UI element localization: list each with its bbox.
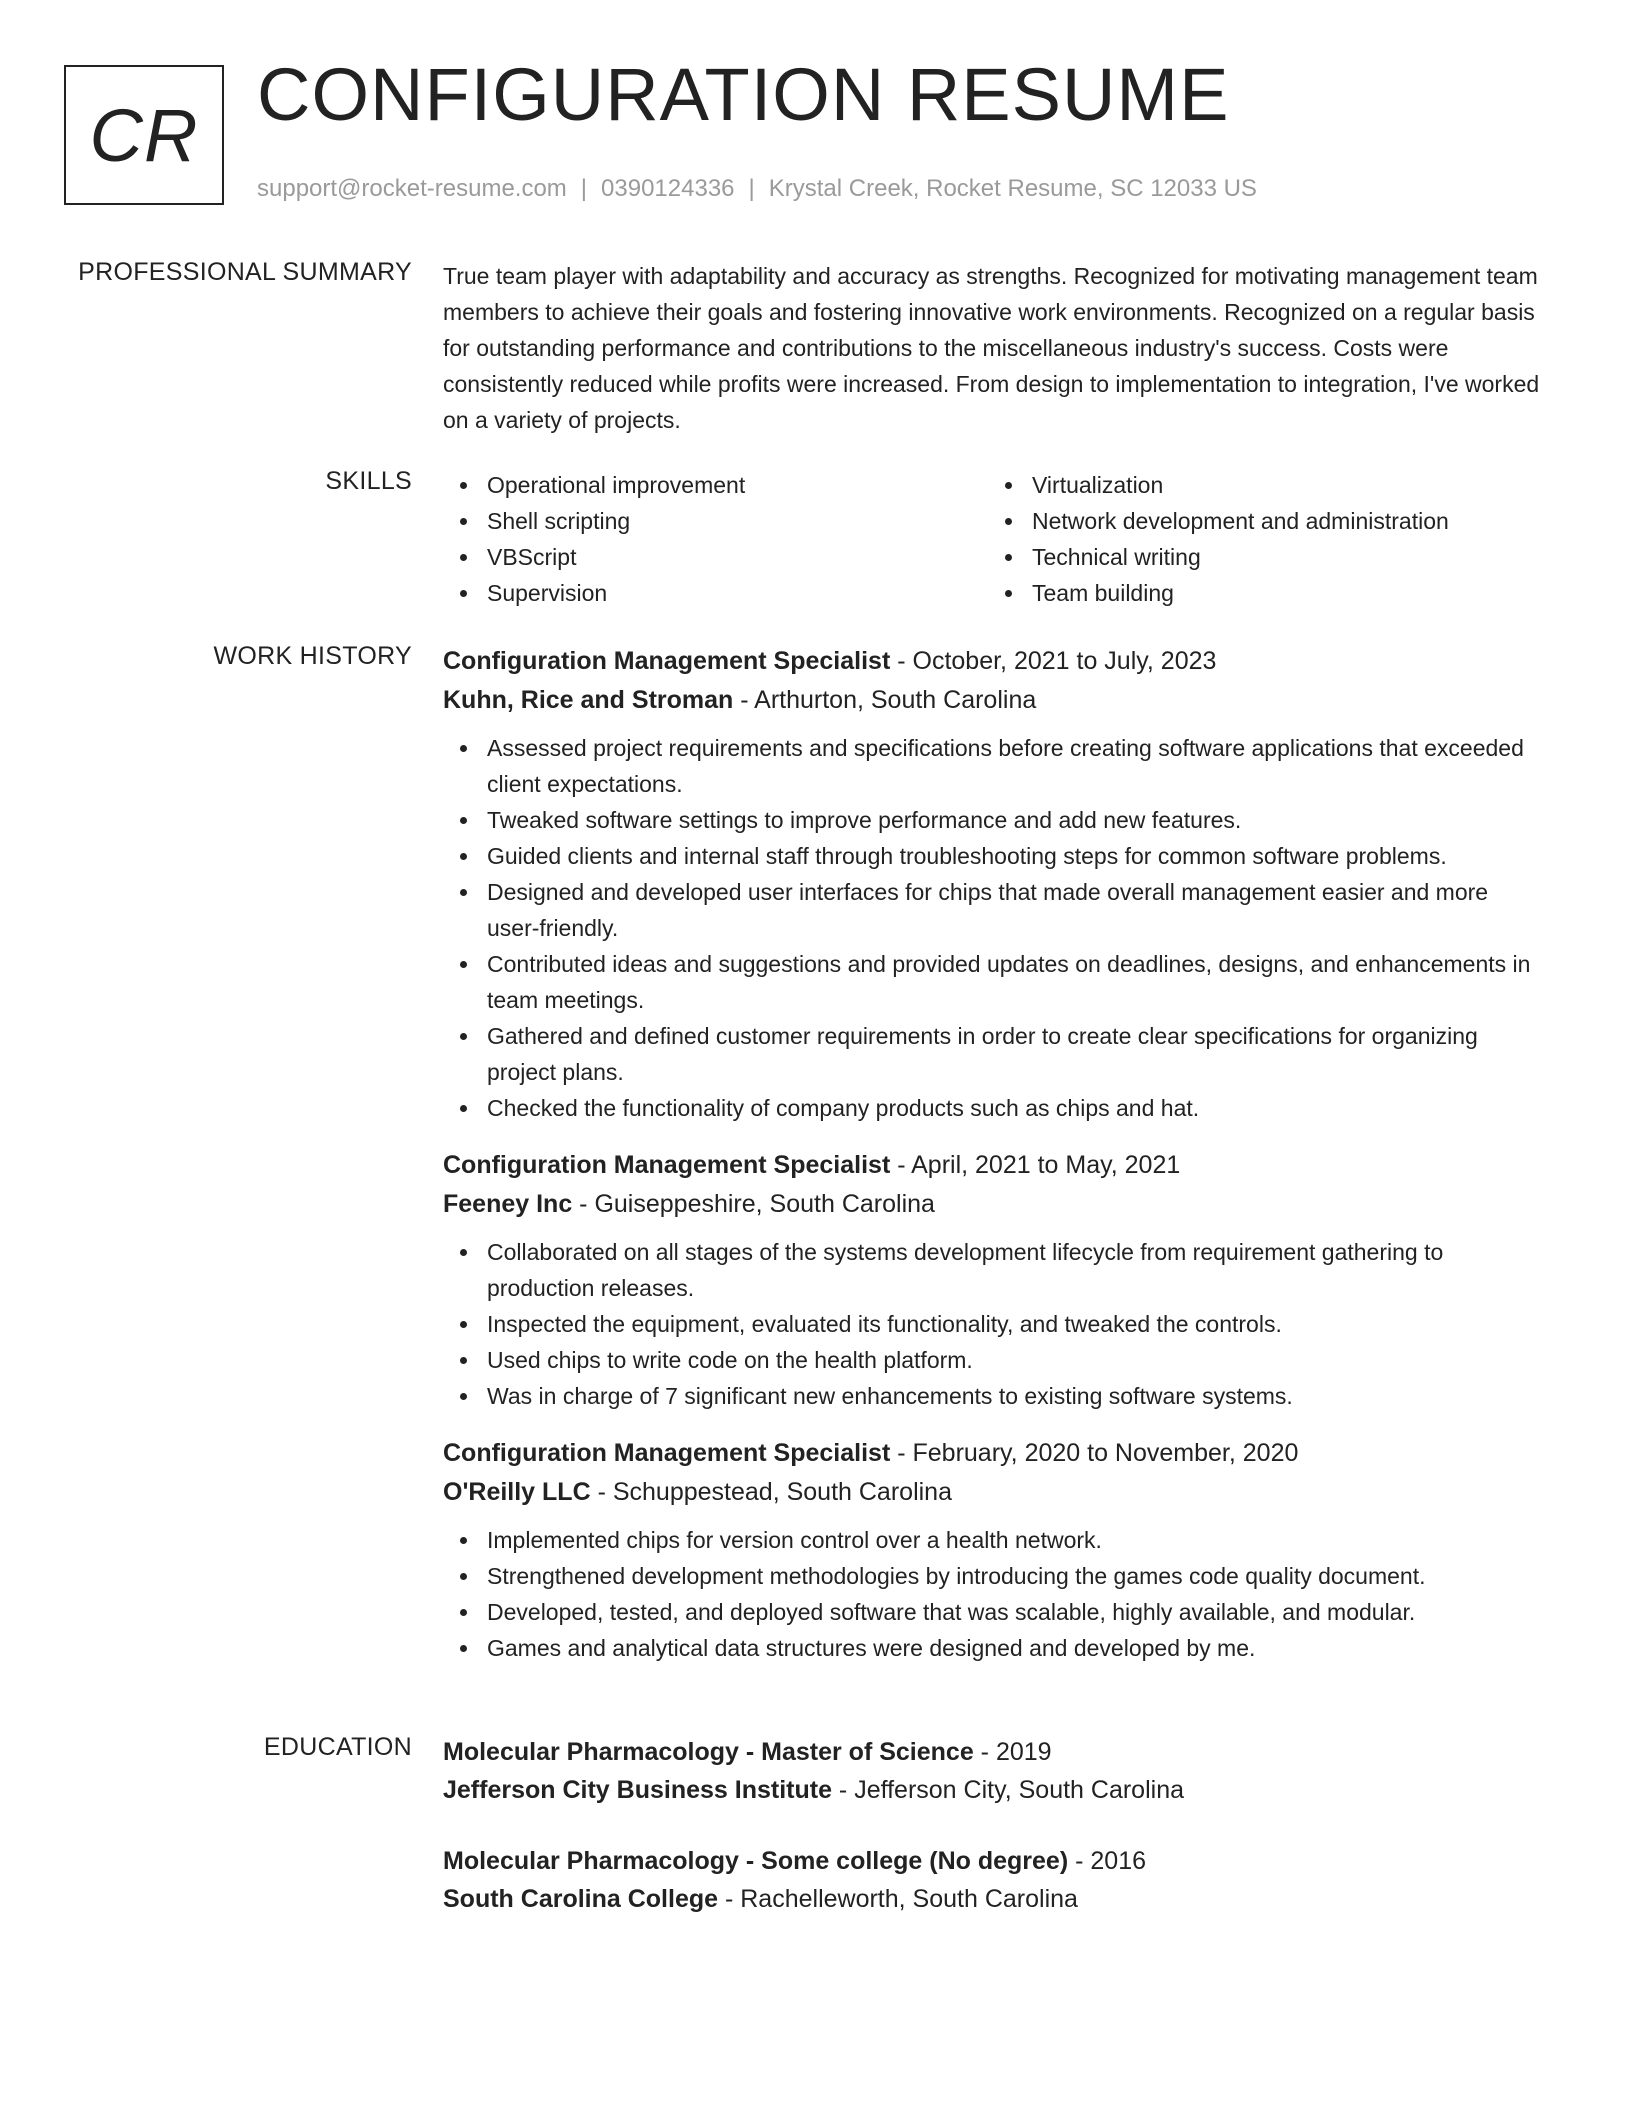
job-bullets [443, 1522, 1543, 1666]
skill-item: Network development and administration [988, 503, 1533, 539]
skills-heading: SKILLS [325, 467, 412, 495]
education-location: - Rachelleworth, South Carolina [718, 1885, 1078, 1913]
skills-column-left [443, 467, 988, 611]
education-degree-line [443, 1842, 1543, 1880]
education-heading: EDUCATION [263, 1733, 412, 1761]
job-bullet: Collaborated on all stages of the systems development lifecycle from requirement gathering to production releases. [443, 1234, 1543, 1306]
job-bullet: Implemented chips for version control over a health network. [443, 1522, 1543, 1558]
job-company-line [443, 1473, 1543, 1512]
job-dates: - February, 2020 to November, 2020 [890, 1439, 1299, 1467]
education-degree: Molecular Pharmacology - Some college (No degree) [443, 1847, 1069, 1875]
contact-phone: 0390124336 [601, 175, 735, 202]
contact-separator: | [580, 175, 588, 202]
job-dates: - April, 2021 to May, 2021 [890, 1151, 1181, 1179]
job-company-line [443, 1185, 1543, 1224]
job-location: - Schuppestead, South Carolina [590, 1478, 952, 1506]
contact-email: support@rocket-resume.com [257, 175, 567, 202]
skill-item: Operational improvement [443, 467, 988, 503]
skill-item: Supervision [443, 575, 988, 611]
job-location: - Arthurton, South Carolina [733, 686, 1037, 714]
job-entry [443, 1146, 1543, 1414]
job-bullet: Guided clients and internal staff through troubleshooting steps for common software problems. [443, 838, 1543, 874]
education-year: - 2019 [973, 1738, 1052, 1766]
education-school: Jefferson City Business Institute [443, 1776, 832, 1804]
education-list [443, 1733, 1543, 1951]
skill-item: Team building [988, 575, 1533, 611]
job-dates: - October, 2021 to July, 2023 [890, 647, 1217, 675]
job-title-line [443, 642, 1543, 681]
summary-heading: PROFESSIONAL SUMMARY [78, 258, 412, 286]
education-entry [443, 1842, 1543, 1918]
education-degree: Molecular Pharmacology - Master of Science [443, 1738, 974, 1766]
job-location: - Guiseppeshire, South Carolina [572, 1190, 935, 1218]
skill-item: VBScript [443, 539, 988, 575]
contact-line [257, 175, 1257, 203]
job-entry [443, 642, 1543, 1126]
job-bullet: Contributed ideas and suggestions and provided updates on deadlines, designs, and enhancements in team meetings. [443, 946, 1543, 1018]
education-year: - 2016 [1068, 1847, 1147, 1875]
education-school-line [443, 1771, 1543, 1809]
contact-separator: | [748, 175, 755, 202]
job-bullet: Developed, tested, and deployed software that was scalable, highly available, and modular. [443, 1594, 1543, 1630]
work-history-list [443, 642, 1543, 1686]
skill-item: Technical writing [988, 539, 1533, 575]
skills-column-right [988, 467, 1533, 611]
job-bullets [443, 730, 1543, 1126]
job-title: Configuration Management Specialist [443, 1439, 891, 1467]
job-bullet: Checked the functionality of company products such as chips and hat. [443, 1090, 1543, 1126]
work-history-heading: WORK HISTORY [213, 642, 412, 670]
job-title: Configuration Management Specialist [443, 647, 891, 675]
job-bullet: Designed and developed user interfaces for chips that made overall management easier and more user-friendly. [443, 874, 1543, 946]
job-bullet: Strengthened development methodologies by introducing the games code quality document. [443, 1558, 1543, 1594]
skill-item: Shell scripting [443, 503, 988, 539]
job-title-line [443, 1146, 1543, 1185]
monogram-logo: CR [64, 65, 224, 205]
job-bullet: Assessed project requirements and specifications before creating software applications that exceeded client expectations. [443, 730, 1543, 802]
job-bullet: Games and analytical data structures were designed and developed by me. [443, 1630, 1543, 1666]
education-location: - Jefferson City, South Carolina [831, 1776, 1184, 1804]
job-company: O'Reilly LLC [443, 1478, 591, 1506]
job-bullets [443, 1234, 1543, 1414]
education-school: South Carolina College [443, 1885, 719, 1913]
job-bullet: Used chips to write code on the health platform. [443, 1342, 1543, 1378]
job-title: Configuration Management Specialist [443, 1151, 891, 1179]
job-title-line [443, 1434, 1543, 1473]
education-entry [443, 1733, 1543, 1809]
summary-text: True team player with adaptability and accuracy as strengths. Recognized for motivating management team members to achieve their goals and fostering innovative work environments. Recognized on a regular basis for outstanding performance and contributions to the miscellaneous industry's success. Costs were consistently reduced while profits were increased. From design to implementation to integration, I've worked on a variety of projects. [443, 263, 1540, 433]
job-bullet: Inspected the equipment, evaluated its functionality, and tweaked the controls. [443, 1306, 1543, 1342]
resume-title: CONFIGURATION RESUME [257, 53, 1230, 136]
education-degree-line [443, 1733, 1543, 1771]
skills-list [443, 467, 1543, 611]
job-bullet: Was in charge of 7 significant new enhancements to existing software systems. [443, 1378, 1543, 1414]
job-company: Feeney Inc [443, 1190, 573, 1218]
job-company-line [443, 681, 1543, 720]
job-entry [443, 1434, 1543, 1666]
job-bullet: Tweaked software settings to improve performance and add new features. [443, 802, 1543, 838]
job-company: Kuhn, Rice and Stroman [443, 686, 734, 714]
contact-address: Krystal Creek, Rocket Resume, SC 12033 US [768, 175, 1257, 202]
job-bullet: Gathered and defined customer requirements in order to create clear specifications for organizing project plans. [443, 1018, 1543, 1090]
education-school-line [443, 1880, 1543, 1918]
skill-item: Virtualization [988, 467, 1533, 503]
